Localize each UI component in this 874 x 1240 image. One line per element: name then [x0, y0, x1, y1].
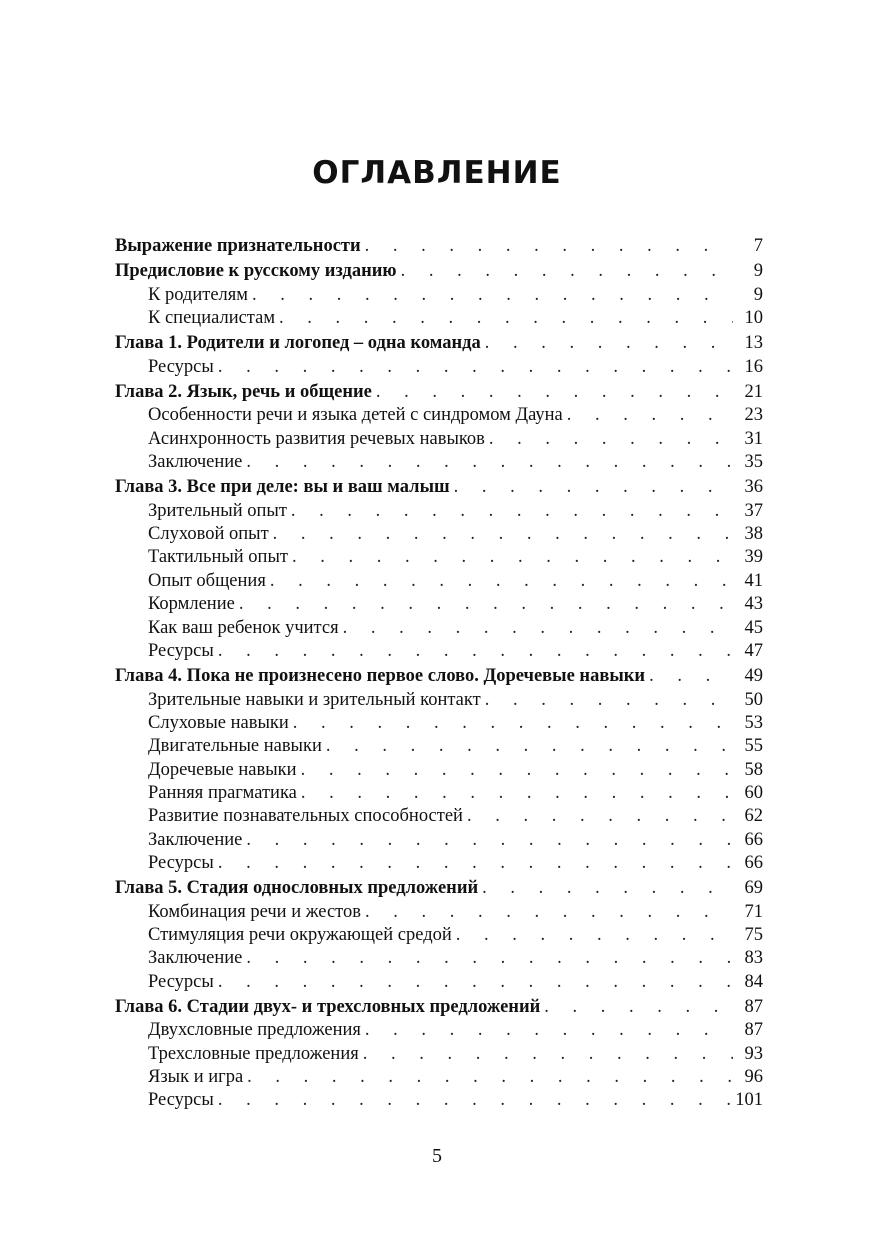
toc-entry-page: 83	[744, 948, 763, 969]
toc-section-entry	[115, 712, 763, 735]
dot-leader	[401, 260, 733, 283]
toc-entry-title: Глава 4. Пока не произнесено первое слово. Доречевые навыки	[115, 666, 646, 687]
toc-section-entry	[115, 546, 763, 569]
page-number: 5	[432, 1145, 442, 1167]
dot-leader	[456, 924, 733, 947]
dot-leader	[246, 829, 733, 852]
toc-section-entry	[115, 307, 763, 330]
toc-entry-title: Кормление	[148, 594, 235, 615]
toc-entry-title: Развитие познавательных способностей	[148, 806, 463, 827]
toc-entry-page: 38	[744, 524, 763, 545]
toc-entry-title: Глава 6. Стадии двух- и трехсловных предложений	[115, 997, 541, 1017]
toc-entry-title: Трехсловные предложения	[148, 1043, 359, 1064]
toc-entry-title: Опыт общения	[148, 570, 266, 591]
toc-entry-title: Заключение	[148, 829, 243, 850]
toc-entry-page: 7	[753, 236, 763, 256]
toc-entry-title: Предисловие к русскому изданию	[115, 261, 397, 282]
toc-chapter-entry	[115, 332, 763, 355]
toc-entry-page: 96	[744, 1067, 763, 1088]
toc-entry-page: 87	[744, 1020, 763, 1041]
toc-section-entry	[115, 640, 763, 663]
toc-entry-page: 66	[744, 829, 763, 850]
dot-leader	[239, 593, 733, 616]
toc-chapter-entry	[115, 476, 763, 499]
toc-entry-page: 36	[744, 477, 763, 498]
toc-entry-title: Ресурсы	[148, 852, 214, 873]
toc-section-entry	[115, 852, 763, 875]
toc-chapter-entry	[115, 665, 763, 688]
dot-leader	[218, 971, 733, 994]
toc-entry-title: Глава 2. Язык, речь и общение	[115, 382, 372, 403]
toc-chapter-entry	[115, 877, 763, 900]
toc-section-entry	[115, 593, 763, 616]
toc-entry-page: 53	[744, 712, 763, 733]
toc-section-entry	[115, 805, 763, 828]
toc-section-entry	[115, 1019, 763, 1042]
toc-section-entry	[115, 901, 763, 924]
dot-leader	[365, 235, 733, 258]
dot-leader	[365, 901, 733, 924]
toc-entry-title: Заключение	[148, 948, 243, 969]
table-of-contents	[115, 233, 763, 1113]
toc-entry-page: 31	[744, 428, 763, 449]
toc-entry-page: 21	[744, 382, 763, 403]
toc-section-entry	[115, 451, 763, 474]
toc-entry-title: Ресурсы	[148, 356, 214, 377]
toc-entry-title: Зрительные навыки и зрительный контакт	[148, 689, 481, 710]
toc-section-entry	[115, 284, 763, 307]
dot-leader	[649, 665, 733, 688]
toc-section-entry	[115, 971, 763, 994]
toc-entry-title: Доречевые навыки	[148, 759, 297, 780]
toc-entry-title: Ранняя прагматика	[148, 782, 297, 803]
toc-section-entry	[115, 617, 763, 640]
toc-entry-title: Выражение признательности	[115, 236, 361, 256]
toc-section-entry	[115, 500, 763, 523]
toc-entry-title: Язык и игра	[148, 1067, 244, 1088]
dot-leader	[218, 640, 733, 663]
dot-leader	[246, 947, 733, 970]
toc-entry-page: 13	[744, 333, 763, 354]
toc-section-entry	[115, 523, 763, 546]
toc-entry-title: Стимуляция речи окружающей средой	[148, 924, 452, 945]
dot-leader	[376, 381, 733, 404]
toc-entry-page: 71	[744, 901, 763, 922]
toc-entry-title: Ресурсы	[148, 640, 214, 661]
toc-section-entry	[115, 1089, 763, 1112]
toc-entry-page: 58	[744, 759, 763, 780]
dot-leader	[218, 356, 733, 379]
toc-entry-title: Зрительный опыт	[148, 500, 287, 521]
toc-entry-page: 43	[744, 594, 763, 615]
toc-section-entry	[115, 782, 763, 805]
dot-leader	[301, 759, 733, 782]
toc-section-entry	[115, 570, 763, 593]
toc-entry-title: Двухсловные предложения	[148, 1020, 361, 1041]
toc-entry-title: Ресурсы	[148, 1090, 214, 1111]
dot-leader	[326, 735, 733, 758]
dot-leader	[246, 451, 733, 474]
dot-leader	[485, 332, 733, 355]
dot-leader	[485, 689, 733, 712]
toc-chapter-entry	[115, 260, 763, 283]
toc-entry-page: 10	[744, 308, 763, 329]
toc-entry-title: Комбинация речи и жестов	[148, 901, 361, 922]
toc-entry-title: К специалистам	[148, 308, 276, 329]
toc-entry-page: 49	[744, 666, 763, 687]
dot-leader	[218, 852, 733, 875]
toc-chapter-entry	[115, 996, 763, 1019]
dot-leader	[279, 307, 733, 330]
toc-entry-page: 87	[744, 997, 763, 1017]
toc-section-entry	[115, 428, 763, 451]
dot-leader	[365, 1019, 733, 1042]
toc-entry-title: Заключение	[148, 452, 243, 473]
dot-leader	[247, 1066, 733, 1089]
toc-entry-title: Как ваш ребенок учится	[148, 617, 339, 638]
toc-section-entry	[115, 947, 763, 970]
dot-leader	[454, 476, 733, 499]
toc-entry-title: Двигательные навыки	[148, 736, 322, 757]
toc-section-entry	[115, 735, 763, 758]
toc-entry-page: 75	[744, 924, 763, 945]
toc-entry-title: Слуховые навыки	[148, 712, 289, 733]
toc-entry-page: 47	[744, 640, 763, 661]
toc-chapter-entry	[115, 235, 763, 258]
dot-leader	[343, 617, 733, 640]
toc-entry-title: Глава 1. Родители и логопед – одна команда	[115, 333, 481, 354]
dot-leader	[291, 500, 733, 523]
toc-entry-page: 62	[744, 806, 763, 827]
toc-chapter-entry	[115, 381, 763, 404]
toc-section-entry	[115, 1066, 763, 1089]
toc-entry-page: 37	[744, 500, 763, 521]
dot-leader	[544, 996, 733, 1019]
toc-entry-title: К родителям	[148, 284, 248, 305]
toc-entry-page: 41	[744, 570, 763, 591]
toc-entry-page: 45	[744, 617, 763, 638]
toc-entry-title: Особенности речи и языка детей с синдромом Дауна	[148, 405, 563, 426]
dot-leader	[567, 404, 733, 427]
toc-section-entry	[115, 356, 763, 379]
toc-entry-page: 66	[744, 852, 763, 873]
dot-leader	[218, 1089, 733, 1112]
toc-entry-page: 55	[744, 736, 763, 757]
toc-section-entry	[115, 829, 763, 852]
dot-leader	[363, 1043, 733, 1066]
toc-section-entry	[115, 404, 763, 427]
toc-entry-title: Слуховой опыт	[148, 524, 269, 545]
dot-leader	[293, 712, 733, 735]
toc-entry-title: Глава 3. Все при деле: вы и ваш малыш	[115, 477, 450, 498]
toc-entry-page: 9	[753, 284, 763, 305]
dot-leader	[292, 546, 733, 569]
toc-entry-page: 69	[744, 878, 763, 899]
toc-entry-page: 50	[744, 689, 763, 710]
toc-section-entry	[115, 759, 763, 782]
dot-leader	[482, 877, 733, 900]
toc-entry-title: Ресурсы	[148, 971, 214, 992]
toc-section-entry	[115, 689, 763, 712]
toc-entry-page: 16	[744, 356, 763, 377]
toc-entry-page: 60	[744, 782, 763, 803]
page-title: ОГЛАВЛЕНИЕ	[312, 155, 562, 191]
dot-leader	[273, 523, 733, 546]
toc-entry-page: 23	[744, 405, 763, 426]
toc-entry-page: 84	[744, 971, 763, 992]
toc-entry-page: 9	[753, 261, 763, 282]
toc-entry-page: 101	[735, 1090, 763, 1111]
dot-leader	[270, 570, 733, 593]
dot-leader	[301, 782, 733, 805]
dot-leader	[252, 284, 733, 307]
toc-entry-page: 93	[744, 1043, 763, 1064]
dot-leader	[467, 805, 733, 828]
dot-leader	[489, 428, 733, 451]
toc-entry-title: Асинхронность развития речевых навыков	[148, 428, 485, 449]
toc-entry-title: Глава 5. Стадия однословных предложений	[115, 878, 479, 899]
toc-entry-page: 35	[744, 452, 763, 473]
toc-section-entry	[115, 1043, 763, 1066]
toc-section-entry	[115, 924, 763, 947]
toc-entry-page: 39	[744, 547, 763, 568]
toc-entry-title: Тактильный опыт	[148, 547, 288, 568]
